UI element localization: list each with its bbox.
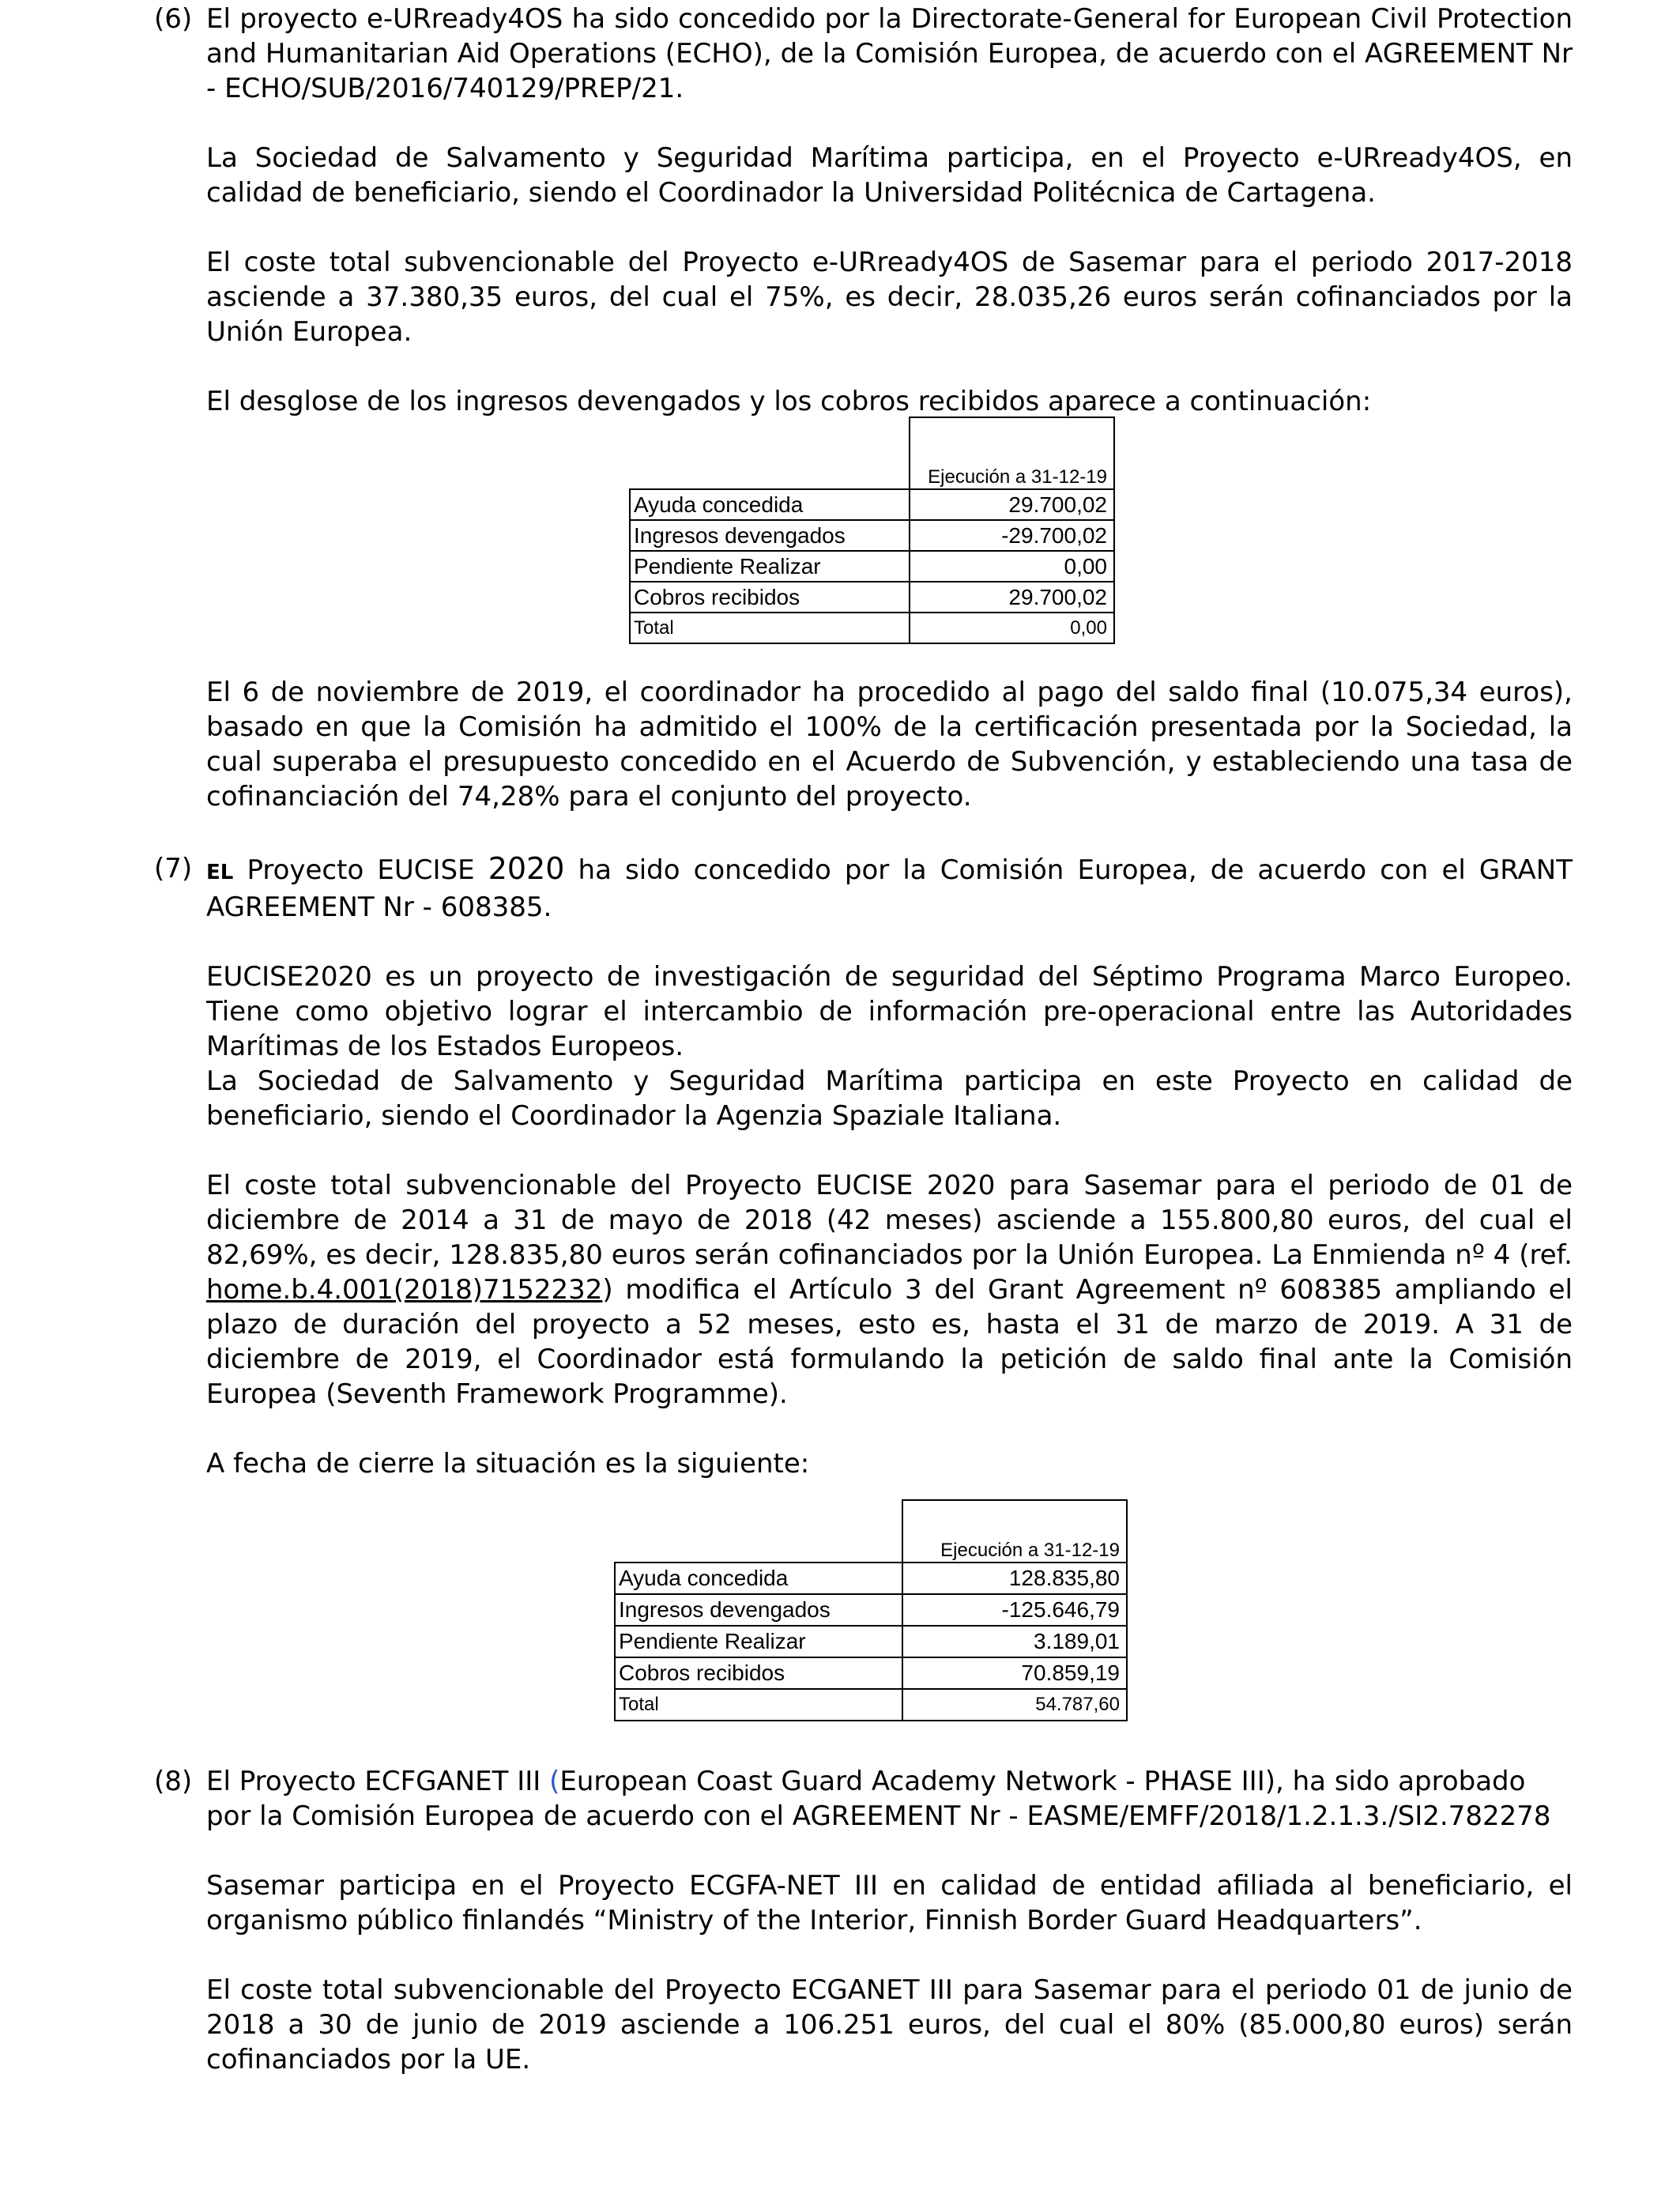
table-row: Ayuda concedida 29.700,02 [630,489,1114,520]
note-7-cost: El coste total subvencionable del Proyecto EUCISE 2020 para Sasemar para el periodo de 01 de diciembre de 2014 a 31 de mayo de 2018 (42 meses) asciende a 155.800,80 euros, del cual el 82,69%, es decir, 128.835,80 euros serán cofinanciados por la Unión Europea. La Enmienda nº 4 (ref. home.b.4.001(2018)7152232) modifica el Artículo 3 del Grant Agreement nº 608385 ampliando el plazo de duración del proyecto a 52 meses, esto es, hasta el 31 de marzo de 2019. A 31 de diciembre de 2019, el Coordinador está formulando la petición de saldo final ante la Comisión Europea (Seventh Framework Programme). [206,1170,1573,1410]
note-6 [154,2,1573,419]
note-6-breakdown-intro: El desglose de los ingresos devengados y los cobros recibidos aparece a continuación: [206,386,1372,417]
table-row: Ingresos devengados -125.646,79 [615,1594,1127,1626]
note-6-cost: El coste total subvencionable del Proyecto e-URready4OS de Sasemar para el periodo 2017-2018 asciende a 37.380,35 euros, del cual el 75%, es decir, 28.035,26 euros serán cofinanciados por la Unión Europea. [206,247,1573,348]
note-8-intro: El Proyecto ECFGANET III (European Coast Guard Academy Network - PHASE III), ha sido aprobado por la Comisión Europea de acuerdo con el AGREEMENT Nr - EASME/EMFF/2018/1.2.1.3./SI2.782278 [206,1766,1551,1832]
table-row: Ayuda concedida 128.835,80 [615,1563,1127,1594]
note-8-participation: Sasemar participa en el Proyecto ECGFA-NET III en calidad de entidad afiliada al beneficiario, el organismo público finlandés “Ministry of the Interior, Finnish Border Guard Headquarters”. [206,1870,1573,1936]
amendment-reference: home.b.4.001(2018)7152232 [206,1274,603,1306]
table-row: Cobros recibidos 29.700,02 [630,582,1114,613]
note-8-cost: El coste total subvencionable del Proyecto ECGANET III para Sasemar para el periodo 01 de junio de 2018 a 30 de junio de 2019 asciende a 106.251 euros, del cual el 80% (85.000,80 euros) serán cofinanciados por la UE. [206,1974,1573,2075]
note-7-marker: (7) [154,853,193,884]
note-6-participation: La Sociedad de Salvamento y Seguridad Marítima participa, en el Proyecto e-URready4OS, en calidad de beneficiario, siendo el Coordinador la Universidad Politécnica de Cartagena. [206,142,1573,209]
note-8-marker: (8) [154,1766,193,1797]
table-row: Pendiente Realizar 0,00 [630,551,1114,582]
table-row: Pendiente Realizar 3.189,01 [615,1626,1127,1657]
note-6-table [629,417,1115,644]
note-6-closing: El 6 de noviembre de 2019, el coordinador ha procedido al pago del saldo final (10.075,34 euros), basado en que la Comisión ha admitido el 100% de la certificación presentada por la Sociedad, la cual superaba el presupuesto concedido en el Acuerdo de Subvención, y estableciendo una tasa de cofinanciación del 74,28% para el conjunto del proyecto. [206,677,1573,812]
note-7-table-header: Ejecución a 31-12-19 [902,1500,1127,1563]
note-7-table [614,1499,1128,1721]
note-7-status-intro: A fecha de cierre la situación es la siguiente: [206,1448,810,1480]
note-8 [154,1764,1573,2077]
note-6-final-payment [154,675,1573,814]
table-row: Cobros recibidos 70.859,19 [615,1657,1127,1689]
note-6-intro: El proyecto e-URready4OS ha sido concedido por la Directorate-General for European Civil Protection and Humanitarian Aid Operations (ECHO), de la Comisión Europea, de acuerdo con el AGREEMENT Nr - ECHO/SUB/2016/740129/PREP/21. [206,3,1573,104]
note-7-intro: EL Proyecto EUCISE 2020 ha sido concedido por la Comisión Europea, de acuerdo con el GRANT AGREEMENT Nr - 608385. [206,851,1573,923]
note-7 [154,851,1573,1481]
table-total-row: Total 54.787,60 [615,1689,1127,1721]
note-7-participation: La Sociedad de Salvamento y Seguridad Marítima participa en este Proyecto en calidad de beneficiario, siendo el Coordinador la Agenzia Spaziale Italiana. [206,1065,1573,1132]
note-6-marker: (6) [154,3,193,35]
table-total-row: Total 0,00 [630,613,1114,643]
table-row: Ingresos devengados -29.700,02 [630,520,1114,551]
note-7-description: EUCISE2020 es un proyecto de investigación de seguridad del Séptimo Programa Marco Europeo. Tiene como objetivo lograr el intercambio de información pre-operacional entre las Autoridades Marítimas de los Estados Europeos. [206,961,1573,1062]
note-6-table-header: Ejecución a 31-12-19 [910,417,1114,489]
